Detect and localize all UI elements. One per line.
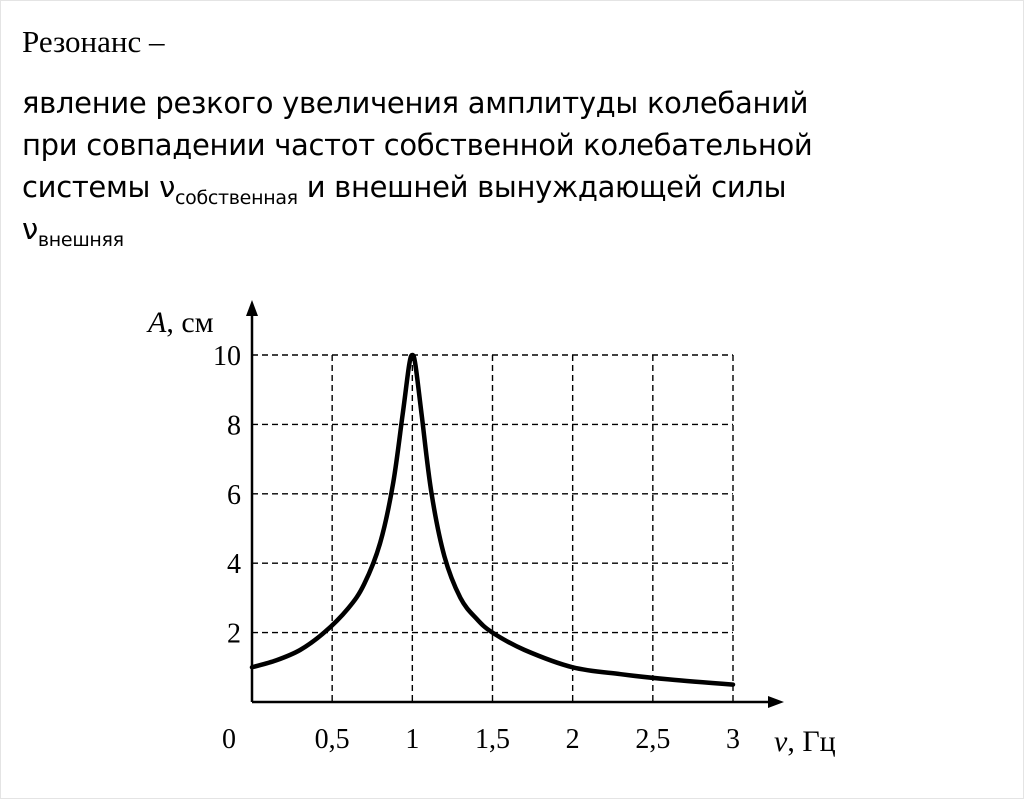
y-axis-arrow	[246, 300, 258, 316]
x-tick-label: 3	[726, 724, 740, 755]
definition-line-1: явление резкого увеличения амплитуды колебаний	[22, 86, 809, 120]
y-tick-label: 8	[227, 410, 241, 442]
chart-grid	[252, 355, 733, 702]
x-axis-label: ν, Гц	[774, 725, 836, 758]
x-tick-label: 2,5	[635, 724, 671, 755]
y-tick-label: 2	[227, 618, 241, 650]
x-axis-arrow	[768, 696, 784, 708]
definition-line-3-end: и внешней вынуждающей силы	[297, 170, 787, 204]
origin-label: 0	[222, 724, 236, 755]
definition-line-2: при совпадении частот собственной колебательной	[22, 128, 813, 162]
x-tick-label: 2	[565, 724, 580, 755]
y-tick-label: 6	[227, 479, 241, 511]
definition-line-3-start: системы	[22, 170, 160, 204]
x-tick-label: 1,5	[475, 724, 510, 755]
subscript-ext: внешняя	[37, 229, 124, 251]
slide-heading: Резонанс –	[22, 24, 165, 59]
y-axis-label: A, см	[148, 306, 214, 339]
subscript-own: собственная	[174, 187, 298, 209]
nu-symbol-own: ν	[159, 170, 175, 204]
nu-symbol-ext: ν	[22, 212, 38, 246]
y-tick-label: 10	[213, 341, 241, 372]
chart-tick-labels	[213, 341, 740, 755]
y-tick-label: 4	[227, 549, 241, 581]
x-tick-label: 1	[405, 724, 420, 755]
x-tick-label: 0,5	[314, 724, 350, 755]
